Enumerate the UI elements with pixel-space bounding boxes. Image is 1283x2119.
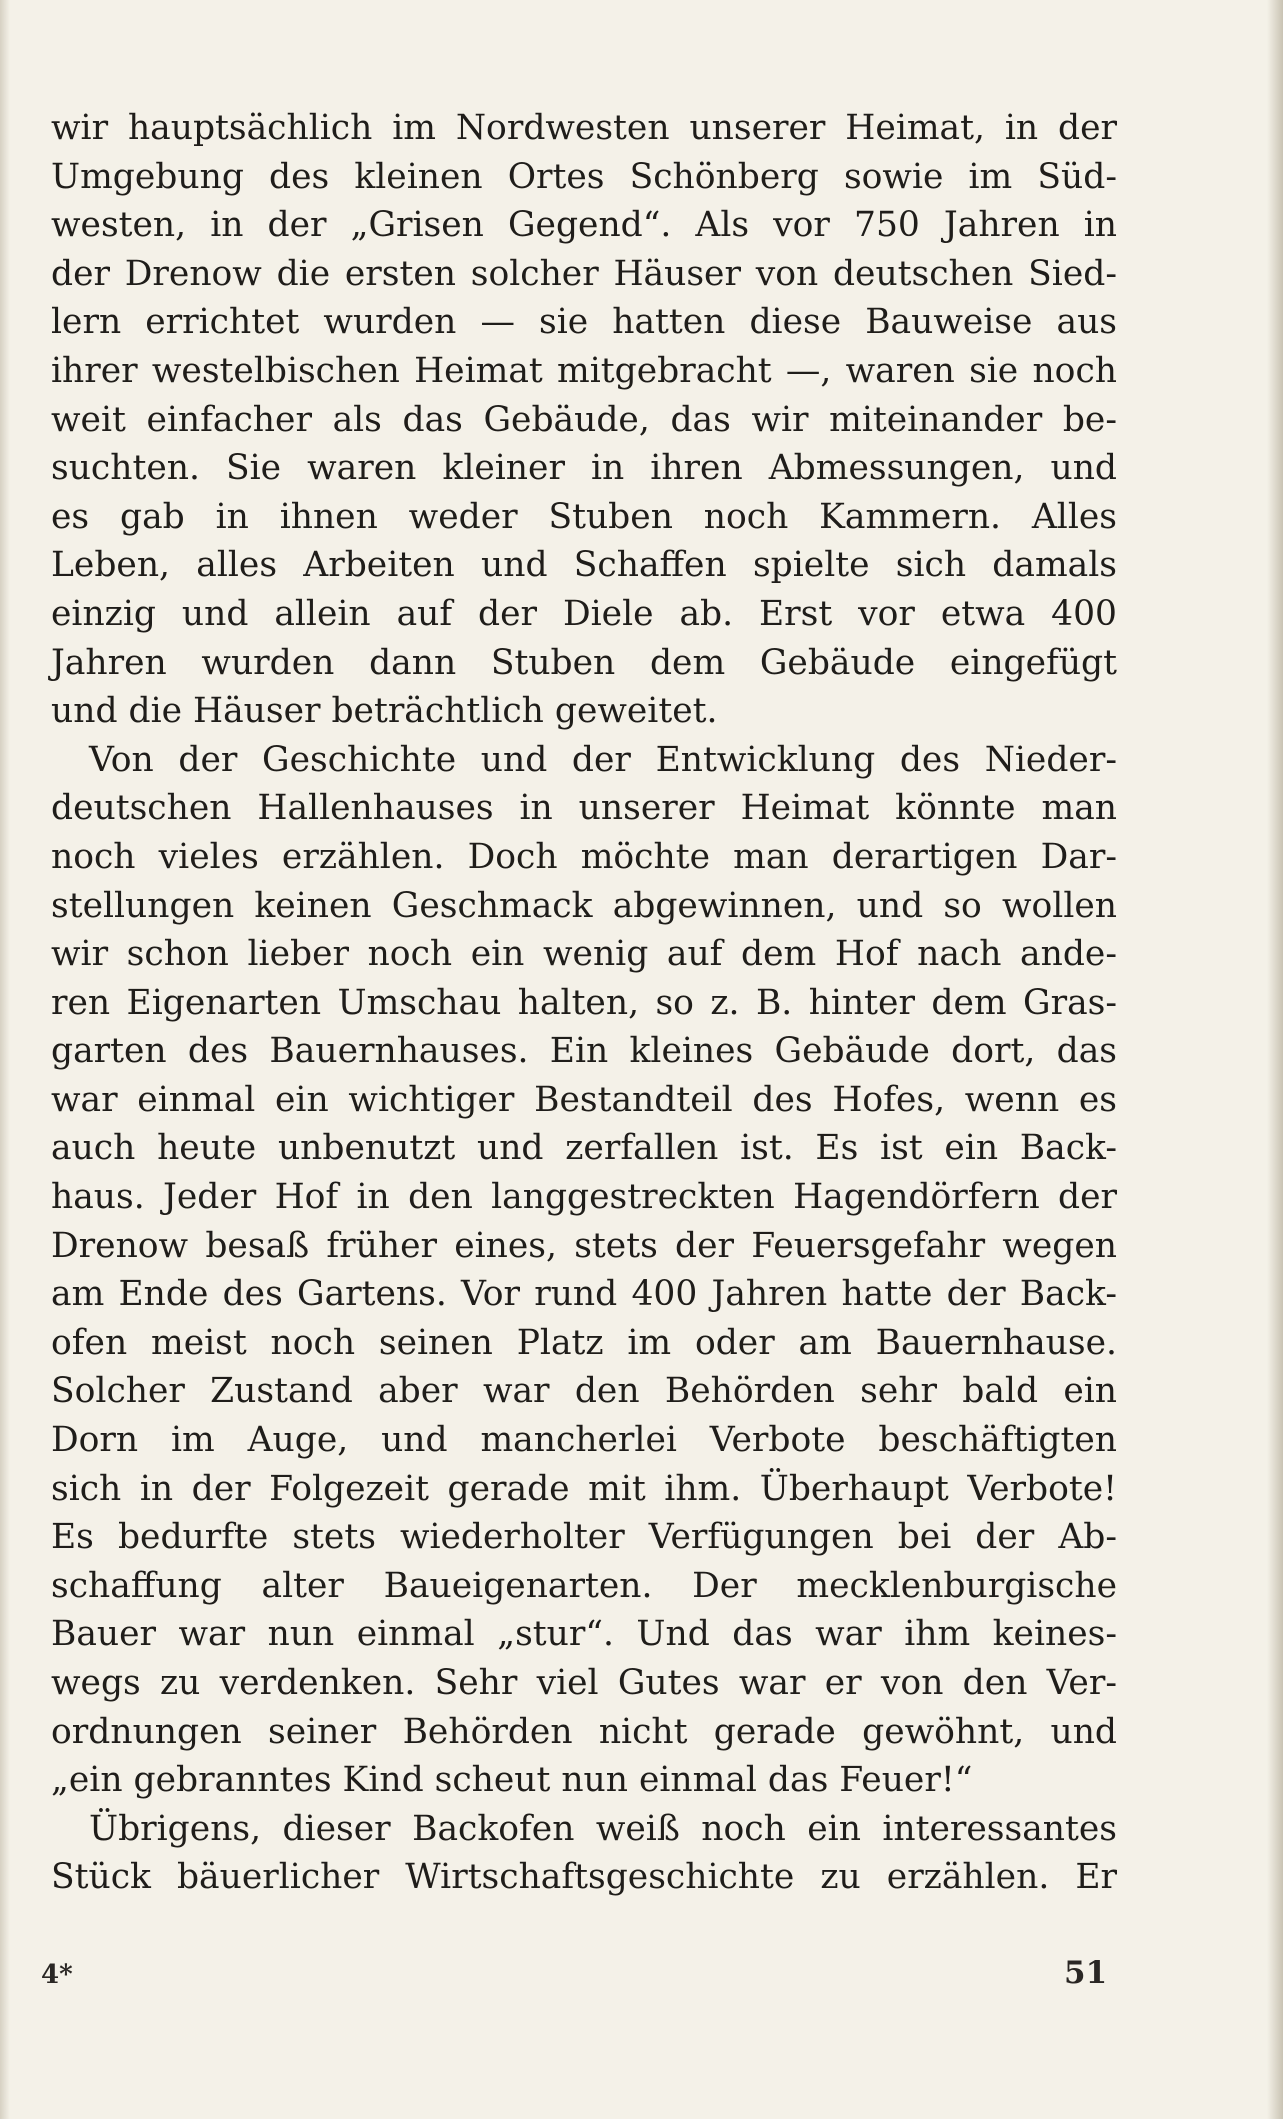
text-line: garten des Bauernhauses. Ein kleines Gebäude dort, das <box>51 1031 1117 1072</box>
text-line: wegs zu verdenken. Sehr viel Gutes war er von den Ver- <box>51 1663 1117 1703</box>
text-line: es gab in ihnen weder Stuben noch Kammern. Alles <box>51 496 1117 537</box>
text-line: lern errichtet wurden — sie hatten diese Bauweise aus <box>51 302 1117 343</box>
paragraph-1 <box>51 104 1117 736</box>
text-line: und die Häuser beträchtlich geweitet. <box>51 691 718 732</box>
text-line: am Ende des Gartens. Vor rund 400 Jahren hatte der Back- <box>51 1274 1117 1315</box>
text-line: sich in der Folgezeit gerade mit ihm. Überhaupt Verbote! <box>51 1468 1117 1509</box>
text-line: Von der Geschichte und der Entwicklung des Nieder- <box>89 739 1117 780</box>
text-line: ihrer westelbischen Heimat mitgebracht —, waren sie noch <box>51 350 1117 391</box>
text-line: westen, in der „Grisen Gegend“. Als vor 750 Jahren in <box>51 205 1117 246</box>
text-line: wir schon lieber noch ein wenig auf dem Hof nach ande- <box>51 934 1117 975</box>
text-line: ordnungen seiner Behörden nicht gerade gewöhnt, und <box>51 1711 1117 1752</box>
text-line: Es bedurfte stets wiederholter Verfügungen bei der Ab- <box>51 1517 1117 1558</box>
text-line: ofen meist noch seinen Platz im oder am Bauernhause. <box>51 1322 1117 1363</box>
text-line: noch vieles erzählen. Doch möchte man derartigen Dar- <box>51 836 1117 877</box>
page-right-edge-shadow <box>1267 0 1283 2119</box>
text-line: auch heute unbenutzt und zerfallen ist. Es ist ein Back- <box>51 1128 1117 1169</box>
text-line: Leben, alles Arbeiten und Schaffen spielte sich damals <box>51 545 1117 586</box>
body-text <box>51 104 1117 1902</box>
text-line: Bauer war nun einmal „stur“. Und das war ihm keines- <box>51 1614 1117 1655</box>
page-number: 51 <box>1064 1955 1108 1991</box>
text-line: Dorn im Auge, und mancherlei Verbote beschäftigten <box>51 1420 1117 1461</box>
text-line: Stück bäuerlicher Wirtschaftsgeschichte zu erzählen. Er <box>51 1857 1117 1898</box>
text-line: einzig und allein auf der Diele ab. Erst vor etwa 400 <box>51 593 1117 634</box>
paragraph-2 <box>51 736 1117 1805</box>
text-line: stellungen keinen Geschmack abgewinnen, und so wollen <box>51 885 1117 926</box>
text-line: wir hauptsächlich im Nordwesten unserer Heimat, in der <box>51 108 1117 148</box>
text-line: ren Eigenarten Umschau halten, so z. B. hinter dem Gras- <box>51 982 1117 1023</box>
text-line: Drenow besaß früher eines, stets der Feuersgefahr wegen <box>51 1225 1117 1266</box>
text-line: weit einfacher als das Gebäude, das wir miteinander be- <box>51 399 1117 440</box>
page-left-edge-shadow <box>0 0 10 2119</box>
text-line: haus. Jeder Hof in den langgestreckten Hagendörfern der <box>51 1177 1117 1218</box>
text-line: suchten. Sie waren kleiner in ihren Abmessungen, und <box>51 448 1117 489</box>
text-line: deutschen Hallenhauses in unserer Heimat könnte man <box>51 788 1117 829</box>
text-line: der Drenow die ersten solcher Häuser von deutschen Sied- <box>51 253 1117 294</box>
text-line: Umgebung des kleinen Ortes Schönberg sowie im Süd- <box>51 156 1117 197</box>
printer-signature-mark: 4* <box>41 1960 73 1990</box>
text-line: Jahren wurden dann Stuben dem Gebäude eingefügt <box>51 642 1117 683</box>
paragraph-3 <box>51 1805 1117 1902</box>
text-line: war einmal ein wichtiger Bestandteil des Hofes, wenn es <box>51 1079 1117 1120</box>
text-line: Übrigens, dieser Backofen weiß noch ein interessantes <box>89 1808 1117 1849</box>
text-line: schaffung alter Baueigenarten. Der mecklenburgische <box>51 1565 1117 1606</box>
text-line: „ein gebranntes Kind scheut nun einmal das Feuer!“ <box>51 1760 973 1801</box>
text-line: Solcher Zustand aber war den Behörden sehr bald ein <box>51 1371 1117 1412</box>
